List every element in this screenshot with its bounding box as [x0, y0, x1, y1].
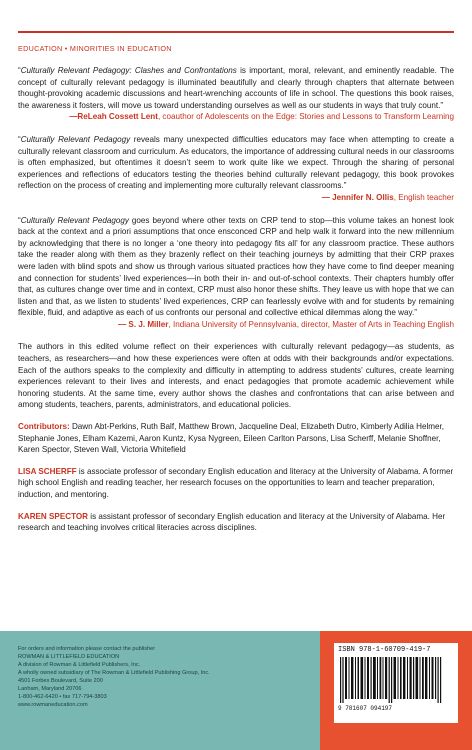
- top-rule: [18, 31, 454, 33]
- endorser-name: — S. J. Miller: [118, 319, 169, 329]
- author-bio: [18, 511, 454, 534]
- endorsement-quote: [18, 65, 454, 123]
- endorsement-quote: [18, 134, 454, 204]
- author-bio: [18, 466, 454, 501]
- footer-band: [0, 631, 472, 750]
- book-description: The authors in this edited volume reflect on their experiences with culturally relevant pedagogy—as students, as teachers, as researchers—and how these experiences were often at odds with their backgrounds and/or expectations. Each of the authors speaks to the complexity and difficulty in attempting to address students’ cultures, create learning experiences relevant to their lives and interests, and enact pedagogies that promote academic achievement while honoring students. At the same time, every author shows the clashes and confrontations that can arise between and among students, teachers, parents, administrators, and educational policies.: [18, 342, 454, 410]
- author-bio-text: is assistant professor of secondary English education and literacy at the University of Alabama. Her research and teaching involves critical literacies across disciplines.: [18, 511, 446, 533]
- quote-attribution: [18, 319, 454, 331]
- endorsement-quote: [18, 215, 454, 331]
- main-content: [18, 65, 454, 544]
- quote-attribution: [18, 192, 454, 204]
- contributors-list: Dawn Abt-Perkins, Ruth Balf, Matthew Brown, Jacqueline Deal, Elizabeth Dutro, Kimberly Adilia Helmer, Stephanie Jones, Elham Kazemi, Aaron Kuntz, Kysa Nygreen, Eileen Carlton Parsons, Lisa Scherff, Melanie Shoffner, Karen Spector, Steven Wall, Victoria Whitefield: [18, 422, 444, 455]
- barcode-block: [334, 643, 458, 723]
- publisher-info: For orders and information please contact the publisher ROWMAN & LITTLEFIELD EDUCATION A division of Rowman & Littlefield Publishers, Inc. A wholly owned subsidiary of The Rowman & Littlefield Publishing Group, Inc. 4501 Forbes Boulevard, Suite 200 Lanham, Maryland 20706 1-800-462-6420 • fax 717-794-3803 www.rowmaneducation.com: [18, 646, 210, 708]
- quote-text: “Culturally Relevant Pedagogy reveals many unexpected difficulties educators may face when attempting to create a culturally relevant classroom and curriculum. As educators, the importance of addressing cultural needs in our classrooms is often emphasized, but oftentimes it doesn’t seem to work quite like we expect. Through the sharing of personal experiences and reflections of educators testing the theories behind culturally relevant pedagogy, this book provokes reflection on the process of creating and implementing more culturally relevant classrooms.”: [18, 134, 454, 191]
- quote-text: “Culturally Relevant Pedagogy goes beyond where other texts on CRP tend to stop—this volume takes an honest look back at the context and a priori assumptions that once ensconced CRP and help walk it forward into the new millennium by acknowledging that there is no longer a ‘one theory into pedagogy fits all’ for any classroom practice. These authors take the reader along with them as they brazenly reflect on their teaching journeys by admitting that their CRP praxes were laden with blind spots and show us through various situated practices how they have come to find deeper meaning and connection for students’ lived experiences—in both their in- and out-of-school contexts. Their chapters humbly offer that, as cultures change over time and in context, CRP must also honor these shifts. They leave us with hope that we can listen and that, as we listen to students’ lived experiences, CRP can fearlessly evolve with and for students by remaining flexible, fluid, and adaptive as each of us confronts our personal and collective ethical dilemmas along the way.”: [18, 215, 454, 318]
- author-bio-text: is associate professor of secondary English education and literacy at the University of Alabama. A former high school English and reading teacher, her research focuses on the opportunities to learn and teacher preparation, induction, and mentoring.: [18, 466, 454, 499]
- quote-attribution: [18, 111, 454, 123]
- category-label: EDUCATION • MINORITIES IN EDUCATION: [18, 44, 172, 53]
- endorser-affiliation: , English teacher: [393, 192, 454, 202]
- author-name: KAREN SPECTOR: [18, 511, 89, 521]
- isbn-text: ISBN 978-1-60709-419-7: [338, 646, 431, 654]
- quote-text: “Culturally Relevant Pedagogy: Clashes and Confrontations is important, moral, relevant, and eminently readable. The concept of culturally relevant pedagogy is illuminated beautifully and clearly through chapters that alternate between thought-provoking academic discussions and heart-wrenching accounts of life in school. The questions this book raises, the awareness it fosters, will move us toward understanding ourselves as well as our students in ways that truly count.”: [18, 66, 455, 110]
- quote-book-title: Culturally Relevant Pedagogy: [20, 134, 131, 144]
- quote-book-title: Culturally Relevant Pedagogy: Clashes and Confrontations: [20, 66, 237, 75]
- contributors: [18, 421, 454, 456]
- contributors-label: Contributors:: [18, 422, 70, 432]
- author-name: LISA SCHERFF: [18, 466, 77, 476]
- endorser-affiliation: , coauthor of Adolescents on the Edge: Stories and Lessons to Transform Learning: [157, 112, 454, 122]
- endorser-name: — Jennifer N. Ollis: [321, 192, 394, 202]
- endorser-name: —ReLeah Cossett Lent: [69, 112, 158, 122]
- barcode-digits: 9 781607 094197: [338, 705, 393, 712]
- barcode-icon: [340, 657, 452, 703]
- publisher-panel: [0, 631, 320, 750]
- endorser-affiliation: , Indiana University of Pennsylvania, director, Master of Arts in Teaching English: [168, 319, 454, 329]
- quote-book-title: Culturally Relevant Pedagogy: [20, 215, 129, 225]
